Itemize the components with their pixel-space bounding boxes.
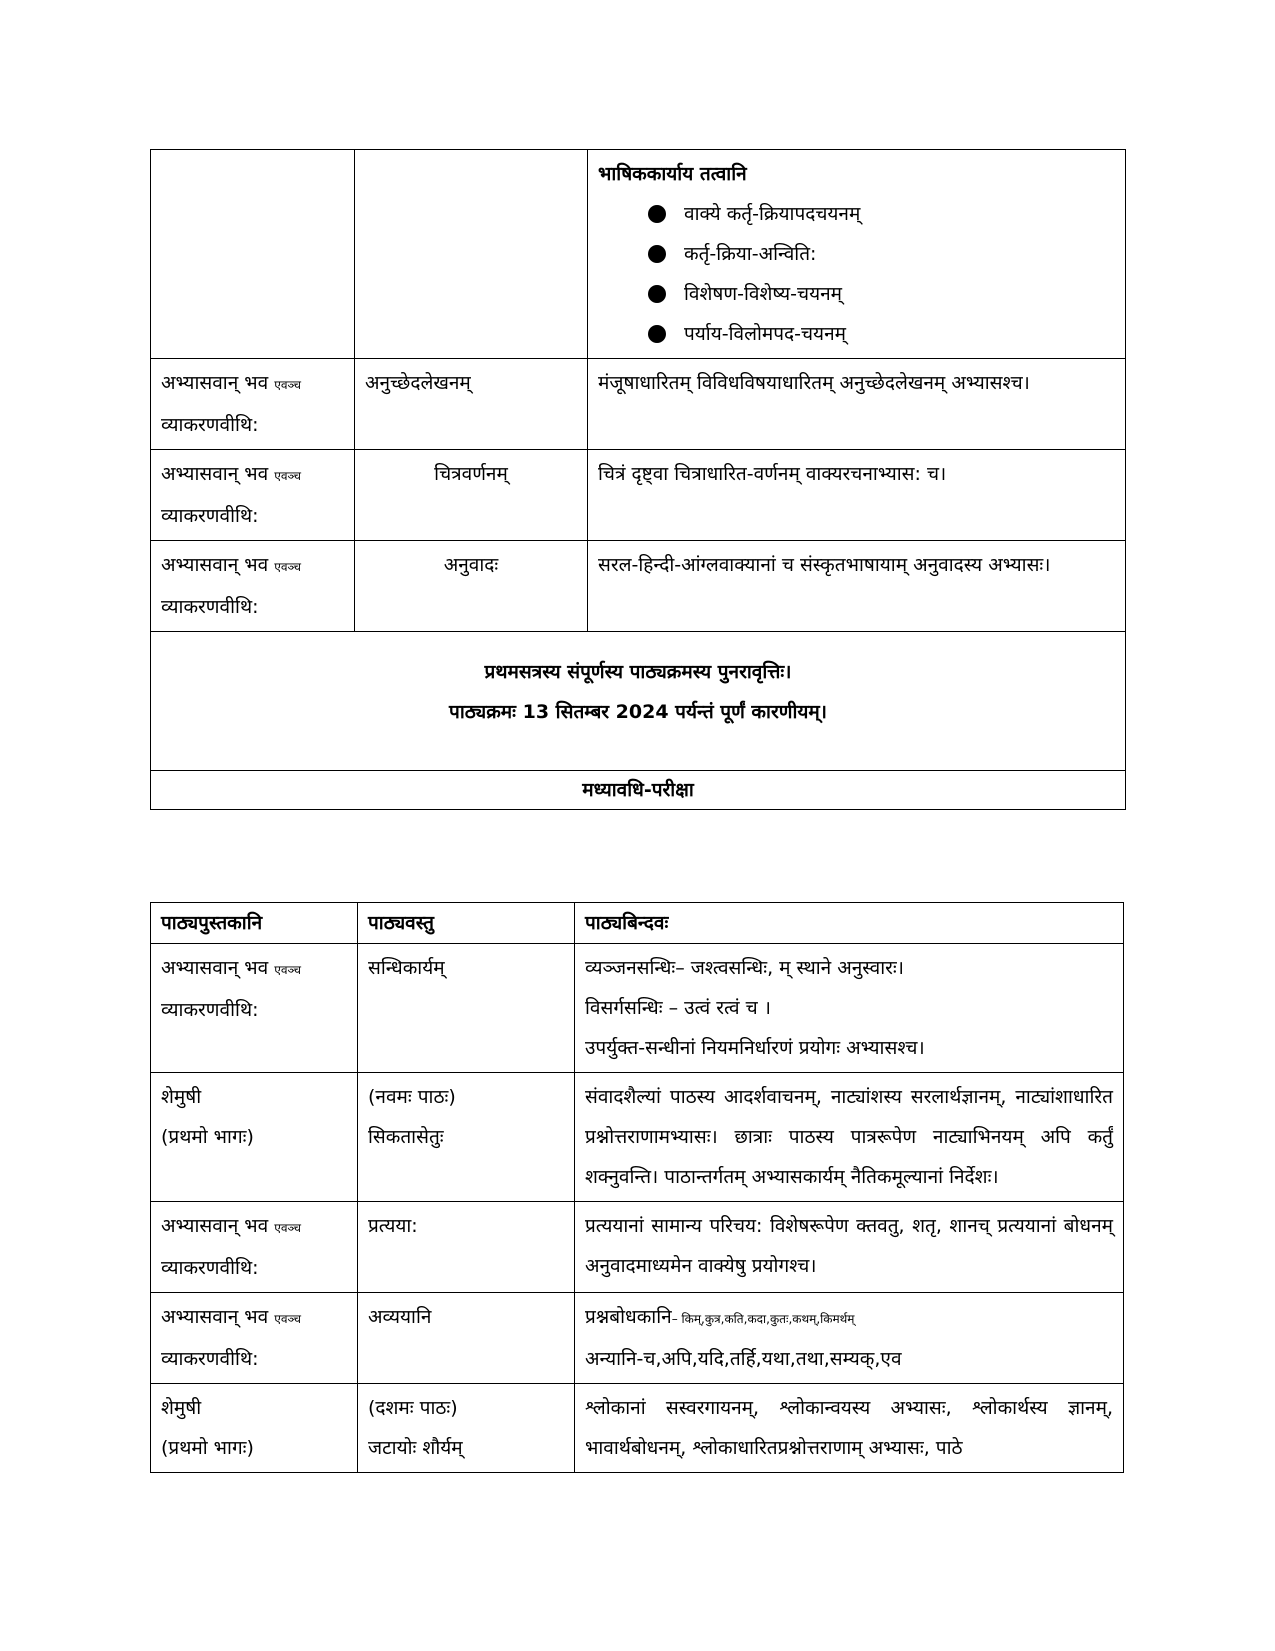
topic-cell: (दशमः पाठः) जटायोः शौर्यम् [358,1384,575,1473]
header-points: पाठ्यबिन्दवः [575,903,1124,944]
book-cell: अभ्यासवान् भव एवञ्च व्याकरणवीथि: [151,1293,358,1384]
topic-cell: अनुच्छेदलेखनम् [355,359,588,450]
list-item: पर्याय-विलोमपद-चयनम् [648,314,1115,354]
points-cell: सरल-हिन्दी-आंग्लवाक्यानां च संस्कृतभाषायाम् अनुवादस्य अभ्यासः। [588,541,1126,632]
elements-heading: भाषिककार्याय तत्वानि [598,163,747,185]
table-row [151,1293,1124,1384]
table-header-row [151,903,1124,944]
points-cell: चित्रं दृष्ट्वा चित्राधारित-वर्णनम् वाक्यरचनाभ्यास: च। [588,450,1126,541]
table-row [151,944,1124,1073]
book-cell: अभ्यासवान् भव एवञ्च व्याकरणवीथि: [151,541,355,632]
exam-title: मध्यावधि-परीक्षा [151,771,1126,810]
table-row [151,1073,1124,1202]
table-row [151,359,1126,450]
book-cell: अभ्यासवान् भव एवञ्च व्याकरणवीथि: [151,1202,358,1293]
bullet-icon [648,325,666,343]
book-cell: अभ्यासवान् भव एवञ्च व्याकरणवीथि: [151,944,358,1073]
points-cell: प्रत्ययानां सामान्य परिचय: विशेषरूपेण क्तवतु, शतृ, शानच् प्रत्ययानां बोधनम् अनुवादमाध्यमेन वाक्येषु प्रयोगश्च। [575,1202,1124,1293]
header-content: पाठ्यवस्तु [358,903,575,944]
list-item: वाक्ये कर्तृ-क्रियापदचयनम् [648,194,1115,234]
syllabus-table-2 [150,902,1124,1473]
revision-note: प्रथमसत्रस्य संपूर्णस्य पाठ्यक्रमस्य पुनरावृत्तिः। [484,661,792,683]
topic-cell: सन्धिकार्यम् [358,944,575,1073]
bullet-icon [648,245,666,263]
book-cell: शेमुषी (प्रथमो भागः) [151,1073,358,1202]
table-row [151,450,1126,541]
summary-cell [151,632,1126,771]
book-cell [151,150,355,359]
topic-cell: अनुवादः [355,541,588,632]
deadline-note: पाठ्यक्रमः 13 सितम्बर 2024 पर्यन्तं पूर्णं कारणीयम्। [449,701,827,723]
topic-cell: चित्रवर्णनम् [355,450,588,541]
topic-cell [355,150,588,359]
syllabus-table-1 [150,149,1126,810]
book-cell: अभ्यासवान् भव एवञ्च व्याकरणवीथि: [151,359,355,450]
table-row [151,541,1126,632]
book-cell: अभ्यासवान् भव एवञ्च व्याकरणवीथि: [151,450,355,541]
points-cell: प्रश्नबोधकानि– किम्,कुत्र,कति,कदा,कुतः,कथम्,किमर्थम् अन्यानि-च,अपि,यदि,तर्हि,यथा,तथा,सम्यक्,एव [575,1293,1124,1384]
list-item: विशेषण-विशेष्य-चयनम् [648,274,1115,314]
book-cell: शेमुषी (प्रथमो भागः) [151,1384,358,1473]
header-books: पाठ्यपुस्तकानि [151,903,358,944]
table-row [151,1384,1124,1473]
table-row [151,1202,1124,1293]
table-row [151,771,1126,810]
points-cell: श्लोकानां सस्वरगायनम्, श्लोकान्वयस्य अभ्यासः, श्लोकार्थस्य ज्ञानम्, भावार्थबोधनम्, श्लोकाधारितप्रश्नोत्तराणाम् अभ्यासः, पाठे [575,1384,1124,1473]
table-row [151,150,1126,359]
list-item: कर्तृ-क्रिया-अन्विति: [648,234,1115,274]
topic-cell: (नवमः पाठः) सिकतासेतुः [358,1073,575,1202]
topic-cell: प्रत्यया: [358,1202,575,1293]
elements-list [598,194,1115,354]
topic-cell: अव्ययानि [358,1293,575,1384]
bullet-icon [648,205,666,223]
table-row [151,632,1126,771]
points-cell [588,150,1126,359]
points-cell: व्यञ्जनसन्धिः– जश्त्वसन्धिः, म् स्थाने अनुस्वारः। विसर्गसन्धिः – उत्वं रत्वं च । उपर्युक्त-सन्धीनां नियमनिर्धारणं प्रयोगः अभ्यासश्च। [575,944,1124,1073]
bullet-icon [648,285,666,303]
points-cell: मंजूषाधारितम् विविधविषयाधारितम् अनुच्छेदलेखनम् अभ्यासश्च। [588,359,1126,450]
points-cell: संवादशैल्यां पाठस्य आदर्शवाचनम्, नाट्यांशस्य सरलार्थज्ञानम्, नाट्यांशाधारित प्रश्नोत्तराणामभ्यासः। छात्राः पाठस्य पात्ररूपेण नाट्याभिनयम् अपि कर्तुं शक्नुवन्ति। पाठान्तर्गतम् अभ्यासकार्यम् नैतिकमूल्यानां निर्देशः। [575,1073,1124,1202]
